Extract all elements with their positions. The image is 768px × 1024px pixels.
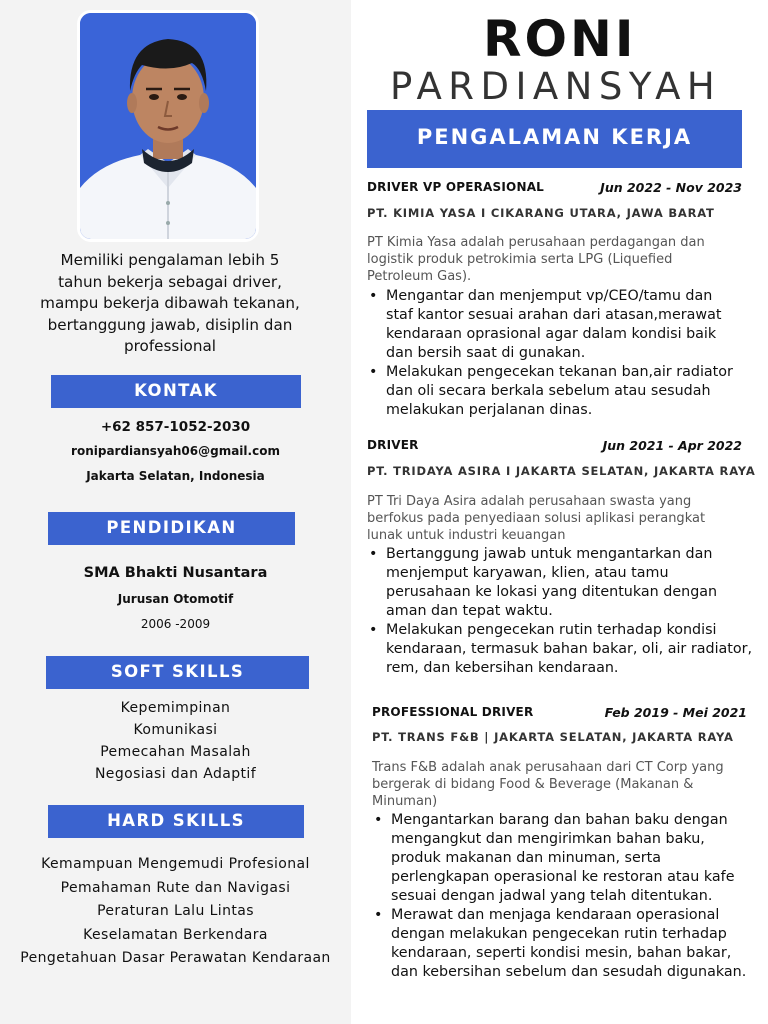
education-major: Jurusan Otomotif [117,592,234,606]
list-item: Peraturan Lalu Lintas [97,903,254,919]
job-date: Jun 2021 - Apr 2022 [602,438,742,453]
list-item: Kemampuan Mengemudi Profesional [41,856,310,872]
job-bullets [367,287,733,420]
job-title: PROFESSIONAL DRIVER [372,705,534,719]
desc-line: logistik produk petrokimia serta LPG (Liquefied [367,252,673,267]
desc-line: Minuman) [372,794,438,809]
bullet-line: kendaraan, seperti kondisi mesin, bahan bakar, [391,945,732,961]
job-company: PT. KIMIA YASA I CIKARANG UTARA, JAWA BARAT [367,206,715,220]
desc-line: PT Tri Daya Asira adalah perusahaan swasta yang [367,494,692,509]
last-name: PARDIANSYAH [390,65,722,108]
bullet-line: kendaraan, termasuk bahan bakar, oli, air radiator, [386,641,753,657]
bullet-line: • Mengantar dan menjemput vp/CEO/tamu dan [386,288,713,304]
job-date: Jun 2022 - Nov 2023 [600,180,742,195]
desc-line: bergerak di bidang Food & Beverage (Makanan & [372,777,694,792]
bullet-line: dan kebersihan sebelum dan sesudah digunakan. [391,964,747,980]
list-item: Pemahaman Rute dan Navigasi [60,879,291,896]
profile-summary [20,250,320,358]
list-item: Keselamatan Berkendara [83,926,268,943]
list-item: Negosiasi dan Adaptif [94,766,257,782]
bullet-line: mengangkut dan mengirimkan bahan baku, [391,831,705,847]
education-years: 2006 -2009 [140,617,211,631]
bullet-line: menjemput karyawan, klien, atau tamu [386,565,669,581]
bullet-line: sesuai dengan jadwal yang telah ditentukan. [391,888,713,904]
bullet-line: perusahaan ke lokasi yang ditentukan dengan [386,584,718,600]
pendidikan-heading: PENDIDIKAN [48,512,295,545]
bullet-line: • Mengantarkan barang dan bahan baku dengan [391,812,728,828]
job-date: Feb 2019 - Mei 2021 [604,705,747,720]
bullet-line: aman dan tepat waktu. [386,603,553,619]
list-item: Pemecahan Masalah [100,744,251,760]
desc-line: Trans F&B adalah anak perusahaan dari CT Corp yang [372,760,724,775]
experience-heading: PENGALAMAN KERJA [367,110,742,168]
bullet-line: rem, dan kebersihan kendaraan. [386,660,619,676]
job-description [367,493,722,544]
kontak-heading: KONTAK [51,375,301,408]
soft-skills-list [0,697,351,785]
bullet-line: staf kantor sesuai arahan dari atasan,merawat [386,307,722,323]
summary-line: mampu bekerja dibawah tekanan, [40,294,300,312]
list-item: Pengetahuan Dasar Perawatan Kendaraan [20,950,331,966]
summary-line: professional [123,337,217,355]
first-name: RONI [483,10,637,68]
bullet-item [367,545,752,621]
job-company: PT. TRANS F&B | JAKARTA SELATAN, JAKARTA RAYA [372,730,734,744]
bullet-line: dengan melakukan pengecekan rutin terhadap [391,926,727,942]
soft-skills-heading: SOFT SKILLS [46,656,309,689]
hard-skills-heading: HARD SKILLS [48,805,304,838]
bullet-line: produk makanan dan minuman, serta [391,850,662,866]
bullet-line: • Melakukan pengecekan rutin terhadap kondisi [386,622,717,638]
bullet-line: • Merawat dan menjaga kendaraan operasional [391,907,720,923]
bullet-line: • Bertanggung jawab untuk mengantarkan dan [386,546,713,562]
job-title: DRIVER [367,438,419,452]
education-school: SMA Bhakti Nusantara [83,565,268,581]
list-item: Kepemimpinan [120,700,231,716]
bullet-line: perlengkapan operasional ke restoran atau kafe [391,869,735,885]
desc-line: Petroleum Gas). [367,269,472,284]
bullet-line: dan oli secara berkala sebelum atau sesudah [386,383,711,399]
contact-email: ronipardiansyah06@gmail.com [71,444,280,458]
left-column [0,0,351,1024]
job-company: PT. TRIDAYA ASIRA I JAKARTA SELATAN, JAKARTA RAYA [367,464,756,478]
summary-line: tahun bekerja sebagai driver, [58,272,282,291]
hard-skills-list [0,853,351,971]
desc-line: PT Kimia Yasa adalah perusahaan perdagangan dan [367,235,705,250]
bullet-item [367,363,733,420]
summary-line: bertanggung jawab, disiplin dan [47,315,293,334]
bullet-line: kendaraan oprasional agar dalam kondisi baik [386,326,717,342]
desc-line: lunak untuk industri keuangan [367,528,566,543]
summary-line: Memiliki pengalaman lebih 5 [60,251,280,269]
job-description [367,234,722,285]
bullet-item [372,906,746,982]
bullet-line: • Melakukan pengecekan tekanan ban,air radiator [386,364,733,380]
bullet-item [367,287,733,363]
bullet-line: dan bersih saat di gunakan. [386,345,586,361]
bullet-line: melakukan perjalanan dinas. [386,402,593,418]
profile-photo [77,10,259,242]
contact-phone: +62 857-1052-2030 [100,419,251,435]
contact-location: Jakarta Selatan, Indonesia [86,469,265,483]
job-bullets [367,545,752,678]
job-description [372,759,727,810]
list-item: Komunikasi [133,722,218,738]
desc-line: berfokus pada penyediaan solusi aplikasi perangkat [367,511,706,526]
bullet-item [372,811,746,906]
job-title: DRIVER VP OPERASIONAL [367,180,545,194]
bullet-item [367,621,752,678]
job-bullets [372,811,746,982]
